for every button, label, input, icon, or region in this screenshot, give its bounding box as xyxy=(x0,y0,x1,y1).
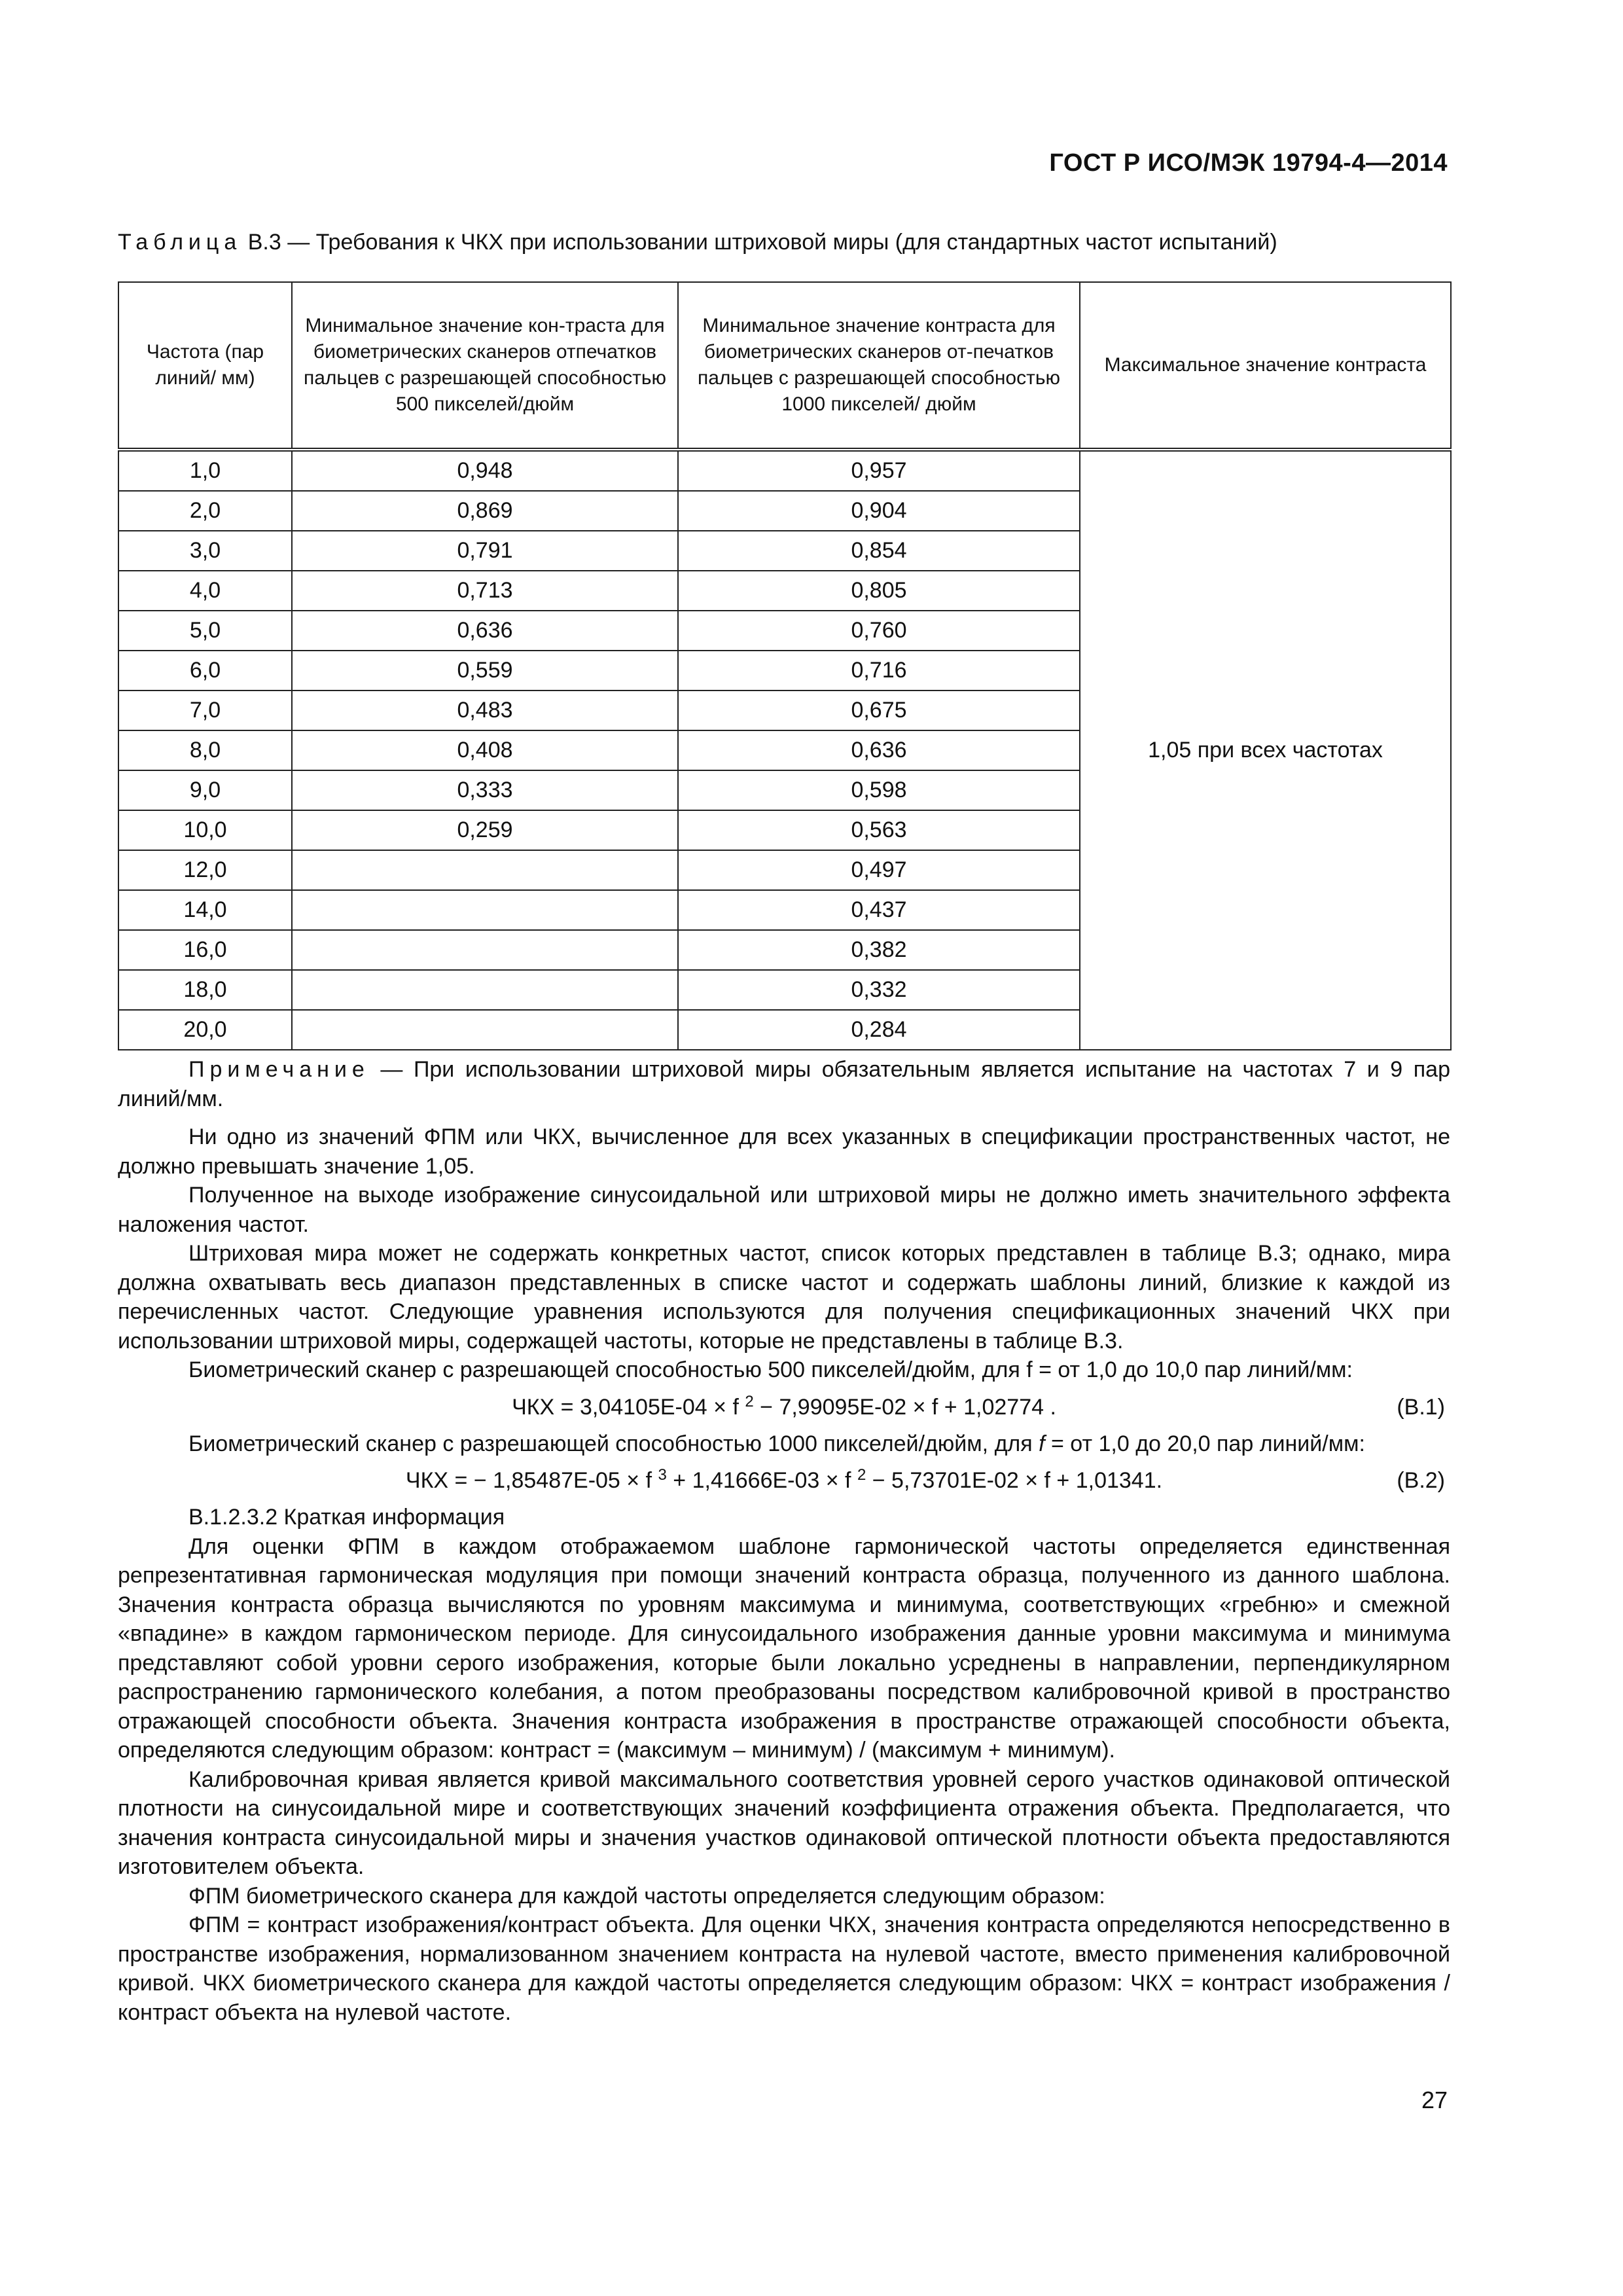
table-note xyxy=(118,1055,1450,1113)
cell-contrast-500ppi: 0,408 xyxy=(292,730,678,770)
cell-frequency: 20,0 xyxy=(118,1010,292,1050)
mtf-requirements-table xyxy=(118,281,1452,1050)
cell-contrast-1000ppi: 0,284 xyxy=(678,1010,1080,1050)
cell-frequency: 1,0 xyxy=(118,450,292,491)
paragraph-limit: Ни одно из значений ФПМ или ЧКХ, вычисленное для всех указанных в спецификации пространственных частот, не должно превышать значение 1,05. xyxy=(118,1124,1450,1179)
cell-frequency: 14,0 xyxy=(118,890,292,930)
cell-frequency: 7,0 xyxy=(118,691,292,730)
cell-contrast-500ppi xyxy=(292,930,678,970)
paragraph-aliasing: Полученное на выходе изображение синусоидальной или штриховой миры не должно иметь значительного эффекта наложения частот. xyxy=(118,1183,1450,1237)
cell-contrast-1000ppi: 0,382 xyxy=(678,930,1080,970)
cell-contrast-500ppi: 0,713 xyxy=(292,571,678,611)
column-header-contrast-1000ppi: Минимальное значение контраста для биометрических сканеров от-печатков пальцев с разрешающей способностью 1000 пикселей/ дюйм xyxy=(678,282,1080,450)
note-text: — При использовании штриховой миры обязательным является испытание на частотах 7 и 9 пар линий/мм. xyxy=(118,1057,1450,1111)
cell-contrast-500ppi xyxy=(292,890,678,930)
cell-contrast-1000ppi: 0,675 xyxy=(678,691,1080,730)
cell-contrast-1000ppi: 0,497 xyxy=(678,850,1080,890)
cell-contrast-1000ppi: 0,904 xyxy=(678,491,1080,531)
cell-frequency: 12,0 xyxy=(118,850,292,890)
cell-max-contrast: 1,05 при всех частотах xyxy=(1080,450,1451,1050)
cell-frequency: 5,0 xyxy=(118,611,292,651)
cell-contrast-500ppi: 0,333 xyxy=(292,770,678,810)
cell-contrast-500ppi: 0,869 xyxy=(292,491,678,531)
cell-contrast-1000ppi: 0,563 xyxy=(678,810,1080,850)
column-header-max-contrast: Максимальное значение контраста xyxy=(1080,282,1451,450)
cell-contrast-1000ppi: 0,332 xyxy=(678,970,1080,1010)
paragraph-scanner-1000: Биометрический сканер с разрешающей способностью 1000 пикселей/дюйм, для f = от 1,0 до 20,0 пар линий/мм: xyxy=(188,1431,1365,1456)
paragraph-bar-target: Штриховая мира может не содержать конкретных частот, список которых представлен в таблице В.3; однако, мира должна охватывать весь диапазон представленных в списке частот и содержать шаблоны линий, близкие к каждой из перечисленных частот. Следующие уравнения используются для получения спецификационных значений ЧКХ при использовании штриховой миры, содержащей частоты, которые не представлены в таблице В.3. xyxy=(118,1241,1450,1354)
column-header-contrast-500ppi: Минимальное значение кон-траста для биометрических сканеров отпечатков пальцев с разрешающей способностью 500 пикселей/дюйм xyxy=(292,282,678,450)
page-number: 27 xyxy=(1421,2087,1448,2113)
paragraph-calibration-curve: Калибровочная кривая является кривой максимального соответствия уровней серого участков одинаковой оптической плотности на синусоидальной мире и соответствующих значений коэффициента отражения объекта. Предполагается, что значения контраста синусоидальной миры и значения участков одинаковой оптической плотности объекта предоставляются изготовителем объекта. xyxy=(118,1767,1450,1879)
body-text xyxy=(118,1055,1450,2027)
cell-contrast-1000ppi: 0,598 xyxy=(678,770,1080,810)
cell-frequency: 9,0 xyxy=(118,770,292,810)
cell-contrast-500ppi xyxy=(292,850,678,890)
cell-frequency: 4,0 xyxy=(118,571,292,611)
table-header-row xyxy=(118,282,1451,450)
cell-frequency: 16,0 xyxy=(118,930,292,970)
column-header-frequency: Частота (пар линий/ мм) xyxy=(118,282,292,450)
cell-contrast-1000ppi: 0,805 xyxy=(678,571,1080,611)
cell-contrast-1000ppi: 0,716 xyxy=(678,651,1080,691)
formula-b2 xyxy=(118,1461,1450,1500)
formula-b1-expression: ЧКХ = 3,04105Е-04 × f $^2$ − 7,99095Е-02 × f + 1,02774 . xyxy=(512,1392,1056,1420)
formula-b2-expression: ЧКХ = − 1,85487Е-05 × f $^3$ + 1,41666Е-03 × f $^2$ − 5,73701Е-02 × f + 1,01341. xyxy=(405,1466,1163,1493)
cell-frequency: 6,0 xyxy=(118,651,292,691)
table-body xyxy=(118,450,1451,1050)
cell-frequency: 8,0 xyxy=(118,730,292,770)
cell-contrast-1000ppi: 0,437 xyxy=(678,890,1080,930)
formula-b1 xyxy=(118,1388,1450,1427)
cell-frequency: 10,0 xyxy=(118,810,292,850)
cell-contrast-500ppi xyxy=(292,970,678,1010)
cell-contrast-1000ppi: 0,636 xyxy=(678,730,1080,770)
cell-contrast-500ppi: 0,483 xyxy=(292,691,678,730)
paragraph-mtf-evaluation: Для оценки ФПМ в каждом отображаемом шаблоне гармонической частоты определяется единственная репрезентативная гармоническая модуляция при помощи значений контраста образца, полученного из данного шаблона. Значения контраста образца вычисляются по уровням максимума и минимума, соответствующих «гребню» и смежной «впадине» в каждом гармоническом периоде. Для синусоидального изображения данные уровни максимума и минимума представляют собой уровни серого изображения, которые были локально усреднены в направлении, перпендикулярном распространению гармонического колебания, а потом преобразованы посредством калибровочной кривой в пространство отражающей способности объекта. Значения контраста изображения в пространстве отражающей способности объекта, определяются следующим образом: контраст = (максимум – минимум) / (максимум + минимум). xyxy=(118,1534,1450,1763)
paragraph-ctf-definition: ФПМ = контраст изображения/контраст объекта. Для оценки ЧКХ, значения контраста определяются непосредственно в пространстве изображения, нормализованном значением контраста на нулевой частоте, вместо применения калибровочной кривой. ЧКХ биометрического сканера для каждой частоты определяется следующим образом: ЧКХ = контраст изображения / контраст объекта на нулевой частоте. xyxy=(118,1912,1450,2025)
table-caption-text: В.3 — Требования к ЧКХ при использовании штриховой миры (для стандартных частот испытаний) xyxy=(241,230,1277,255)
cell-contrast-500ppi: 0,791 xyxy=(292,531,678,571)
subsection-heading: В.1.2.3.2 Краткая информация xyxy=(188,1505,505,1530)
document-header: ГОСТ Р ИСО/МЭК 19794-4—2014 xyxy=(1049,149,1448,177)
cell-contrast-500ppi: 0,559 xyxy=(292,651,678,691)
cell-contrast-1000ppi: 0,760 xyxy=(678,611,1080,651)
cell-frequency: 18,0 xyxy=(118,970,292,1010)
cell-frequency: 2,0 xyxy=(118,491,292,531)
cell-contrast-1000ppi: 0,957 xyxy=(678,450,1080,491)
paragraph-mtf-definition: ФПМ биометрического сканера для каждой частоты определяется следующим образом: xyxy=(188,1883,1105,1909)
table-caption xyxy=(118,228,1446,257)
formula-b2-number: (В.2) xyxy=(1397,1468,1445,1493)
table-row xyxy=(118,450,1451,491)
cell-contrast-1000ppi: 0,854 xyxy=(678,531,1080,571)
table-caption-label: Таблица xyxy=(118,230,242,255)
cell-contrast-500ppi: 0,948 xyxy=(292,450,678,491)
cell-contrast-500ppi: 0,636 xyxy=(292,611,678,651)
paragraph-scanner-500: Биометрический сканер с разрешающей способностью 500 пикселей/дюйм, для f = от 1,0 до 10,0 пар линий/мм: xyxy=(188,1357,1353,1382)
cell-contrast-500ppi: 0,259 xyxy=(292,810,678,850)
cell-frequency: 3,0 xyxy=(118,531,292,571)
formula-b1-number: (В.1) xyxy=(1397,1394,1445,1420)
note-label: Примечание xyxy=(188,1057,370,1082)
cell-contrast-500ppi xyxy=(292,1010,678,1050)
